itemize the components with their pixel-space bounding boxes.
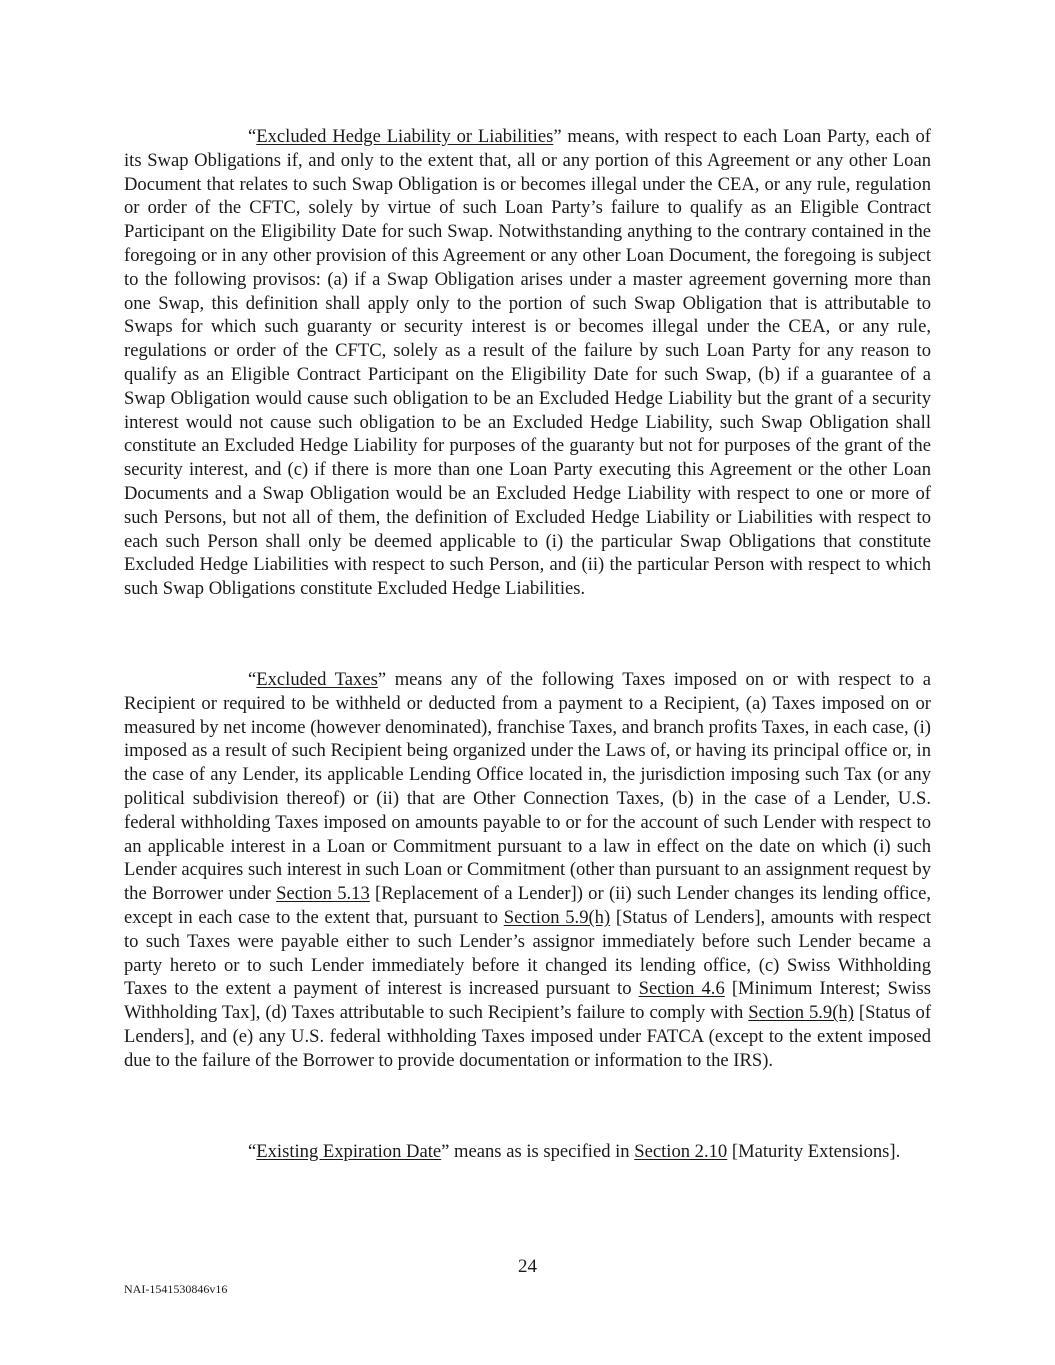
definition-excluded-hedge-liability bbox=[124, 125, 931, 601]
defined-term: Excluded Hedge Liability or Liabilities bbox=[256, 126, 554, 147]
section-reference: Section 5.13 bbox=[276, 883, 370, 905]
definition-text: [Minimum Interest; Swiss Withholding Tax], (d) Taxes attributable to such Recipient’s failure to comply with bbox=[124, 978, 931, 1024]
open-quote: “ bbox=[248, 1141, 257, 1162]
section-reference: Section 5.9(h) bbox=[748, 1002, 854, 1024]
section-reference: Section 4.6 bbox=[638, 978, 725, 1000]
definition-existing-expiration-date bbox=[124, 1140, 931, 1164]
definition-text: [Replacement of a Lender]) or (ii) such Lender changes its lending office, except in each case to the extent that, pursuant to bbox=[124, 883, 931, 928]
open-quote: “ bbox=[248, 126, 257, 147]
definition-text: ” means as is specified in bbox=[441, 1141, 635, 1162]
definition-text: [Maturity Extensions]. bbox=[727, 1141, 901, 1162]
page-number: 24 bbox=[518, 1256, 537, 1277]
open-quote: “ bbox=[248, 669, 257, 690]
definition-text: ” means any of the following Taxes imposed on or with respect to a Recipient or required to be withheld or deducted from a payment to a Recipient, (a) Taxes imposed on or measured by net income (however denominated), franchise Taxes, and branch profits Taxes, in each case, (i) imposed as a result of such Recipient being organized under the Laws of, or having its principal office or, in the case of any Lender, its applicable Lending Office located in, the jurisdiction imposing such Tax (or any political subdivision thereof) or (ii) that are Other Connection Taxes, (b) in the case of a Lender, U.S. federal withholding Taxes imposed on amounts payable to or for the account of such Lender with respect to an applicable interest in a Loan or Commitment pursuant to a law in effect on the date on which (i) such Lender acquires such interest in such Loan or Commitment (other than pursuant to an assignment request by the Borrower under bbox=[124, 669, 931, 905]
section-reference: Section 5.9(h) bbox=[503, 906, 611, 928]
definition-text: [Status of Lenders], amounts with respect to such Taxes were payable either to such Lender’s assignor immediately before such Lender became a party hereto or to such Lender immediately before it changed its lending office, (c) Swiss Withholding Taxes to the extent a payment of interest is increased pursuant to bbox=[124, 906, 932, 1000]
definition-text: [Status of Lenders], and (e) any U.S. federal withholding Taxes imposed under FATCA (except to the extent imposed due to the failure of the Borrower to provide documentation or information to the IRS). bbox=[124, 1002, 932, 1071]
definition-text: ” means, with respect to each Loan Party, each of its Swap Obligations if, and only to the extent that, all or any portion of this Agreement or any other Loan Document that relates to such Swap Obligation is or becomes illegal under the CEA, or any rule, regulation or order of the CFTC, solely by virtue of such Loan Party’s failure to qualify as an Eligible Contract Participant on the Eligibility Date for such Swap. Notwithstanding anything to the contrary contained in the foregoing or in any other provision of this Agreement or any other Loan Document, the foregoing is subject to the following provisos: (a) if a Swap Obligation arises under a master agreement governing more than one Swap, this definition shall apply only to the portion of such Swap Obligation that is attributable to Swaps for which such guaranty or security interest is or becomes illegal under the CEA, or any rule, regulations or order of the CFTC, solely as a result of the failure by such Loan Party for any reason to qualify as an Eligible Contract Participant on the Eligibility Date for such Swap, (b) if a guarantee of a Swap Obligation would cause such obligation to be an Excluded Hedge Liability but the grant of a security interest would not cause such obligation to be an Excluded Hedge Liability, such Swap Obligation shall constitute an Excluded Hedge Liability for purposes of the guaranty but not for purposes of the grant of the security interest, and (c) if there is more than one Loan Party executing this Agreement or the other Loan Documents and a Swap Obligation would be an Excluded Hedge Liability with respect to one or more of such Persons, but not all of them, the definition of Excluded Hedge Liability or Liabilities with respect to each such Person shall only be deemed applicable to (i) the particular Swap Obligations that constitute Excluded Hedge Liabilities with respect to such Person, and (ii) the particular Person with respect to which such Swap Obligations constitute Excluded Hedge Liabilities. bbox=[124, 126, 931, 600]
defined-term: Existing Expiration Date bbox=[256, 1141, 442, 1162]
defined-term: Excluded Taxes bbox=[256, 669, 378, 690]
definition-excluded-taxes bbox=[124, 668, 931, 1073]
document-id: NAI-1541530846v16 bbox=[124, 1282, 228, 1296]
section-reference: Section 2.10 bbox=[634, 1141, 728, 1162]
